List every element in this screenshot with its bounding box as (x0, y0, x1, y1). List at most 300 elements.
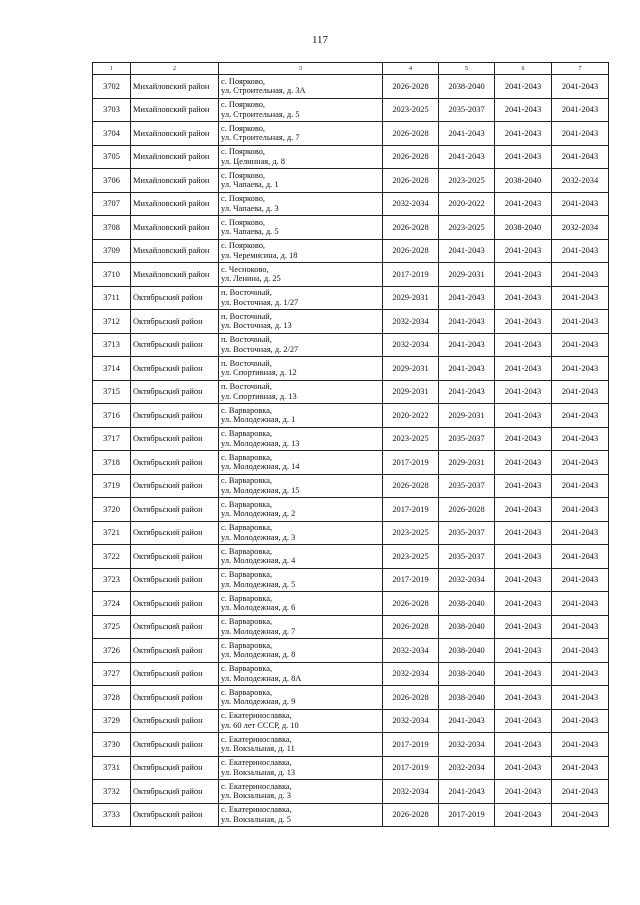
address-settlement: с. Варваровка, (221, 664, 273, 674)
period-cell-col7: 2041-2043 (552, 75, 609, 99)
row-number-cell: 3705 (93, 145, 131, 169)
table-row (93, 662, 609, 686)
district-cell: Октябрьский район (131, 568, 219, 592)
row-number-cell: 3704 (93, 122, 131, 146)
table-row (93, 263, 609, 287)
period-cell-col7: 2041-2043 (552, 498, 609, 522)
table-row (93, 192, 609, 216)
table-row (93, 357, 609, 381)
address-settlement: с. Поярково, (221, 217, 266, 227)
period-cell-col7: 2041-2043 (552, 521, 609, 545)
address-street: ул. Молодежная, д. 13 (221, 438, 300, 448)
address-cell (219, 780, 383, 804)
period-cell-col5: 2041-2043 (439, 333, 495, 357)
row-number-cell: 3717 (93, 427, 131, 451)
period-cell-col4: 2023-2025 (383, 545, 439, 569)
period-cell-col4: 2026-2028 (383, 592, 439, 616)
table-row (93, 122, 609, 146)
period-cell-col6: 2041-2043 (495, 780, 552, 804)
period-cell-col6: 2041-2043 (495, 709, 552, 733)
period-cell-col7: 2041-2043 (552, 756, 609, 780)
address-street: ул. Молодежная, д. 5 (221, 579, 296, 589)
period-cell-col6: 2041-2043 (495, 310, 552, 334)
period-cell-col4: 2026-2028 (383, 145, 439, 169)
address-cell (219, 709, 383, 733)
period-cell-col5: 2038-2040 (439, 75, 495, 99)
address-street: ул. Молодежная, д. 4 (221, 556, 296, 566)
period-cell-col6: 2041-2043 (495, 662, 552, 686)
period-cell-col4: 2026-2028 (383, 686, 439, 710)
address-street: ул. Строительная, д. 3А (221, 86, 306, 96)
address-street: ул. Молодежная, д. 3 (221, 532, 296, 542)
period-cell-col5: 2023-2025 (439, 216, 495, 240)
period-cell-col7: 2041-2043 (552, 686, 609, 710)
period-cell-col7: 2041-2043 (552, 263, 609, 287)
period-cell-col5: 2041-2043 (439, 357, 495, 381)
period-cell-col7: 2041-2043 (552, 427, 609, 451)
address-street: ул. Спортивная, д. 12 (221, 368, 297, 378)
address-cell (219, 521, 383, 545)
row-number-cell: 3713 (93, 333, 131, 357)
period-cell-col4: 2032-2034 (383, 192, 439, 216)
period-cell-col7: 2041-2043 (552, 474, 609, 498)
period-cell-col5: 2041-2043 (439, 709, 495, 733)
district-cell: Михайловский район (131, 122, 219, 146)
period-cell-col7: 2032-2034 (552, 216, 609, 240)
housing-schedule-table (92, 62, 609, 827)
period-cell-col7: 2041-2043 (552, 639, 609, 663)
address-street: ул. Молодежная, д. 8 (221, 650, 296, 660)
period-cell-col6: 2041-2043 (495, 286, 552, 310)
table-row (93, 592, 609, 616)
period-cell-col6: 2041-2043 (495, 568, 552, 592)
period-cell-col6: 2041-2043 (495, 404, 552, 428)
table-row (93, 756, 609, 780)
period-cell-col6: 2041-2043 (495, 545, 552, 569)
table-row (93, 333, 609, 357)
period-cell-col6: 2041-2043 (495, 592, 552, 616)
period-cell-col5: 2041-2043 (439, 145, 495, 169)
row-number-cell: 3706 (93, 169, 131, 193)
district-cell: Михайловский район (131, 239, 219, 263)
row-number-cell: 3724 (93, 592, 131, 616)
district-cell: Октябрьский район (131, 662, 219, 686)
address-street: ул. Восточная, д. 13 (221, 321, 292, 331)
row-number-cell: 3728 (93, 686, 131, 710)
period-cell-col5: 2020-2022 (439, 192, 495, 216)
table-row (93, 98, 609, 122)
address-street: ул. Восточная, д. 1/27 (221, 297, 299, 307)
address-cell (219, 310, 383, 334)
table-row (93, 286, 609, 310)
district-cell: Октябрьский район (131, 615, 219, 639)
period-cell-col5: 2038-2040 (439, 662, 495, 686)
period-cell-col4: 2017-2019 (383, 568, 439, 592)
address-cell (219, 803, 383, 827)
row-number-cell: 3710 (93, 263, 131, 287)
row-number-cell: 3702 (93, 75, 131, 99)
period-cell-col7: 2041-2043 (552, 404, 609, 428)
column-header: 1 (93, 63, 131, 75)
address-street: ул. Молодежная, д. 2 (221, 509, 296, 519)
address-cell (219, 192, 383, 216)
row-number-cell: 3721 (93, 521, 131, 545)
table-row (93, 75, 609, 99)
period-cell-col7: 2041-2043 (552, 380, 609, 404)
district-cell: Октябрьский район (131, 780, 219, 804)
period-cell-col7: 2041-2043 (552, 733, 609, 757)
address-settlement: с. Екатеринославка, (221, 758, 292, 768)
address-cell (219, 474, 383, 498)
period-cell-col4: 2026-2028 (383, 169, 439, 193)
row-number-cell: 3707 (93, 192, 131, 216)
address-street: ул. Молодежная, д. 6 (221, 603, 296, 613)
table-row (93, 427, 609, 451)
district-cell: Октябрьский район (131, 498, 219, 522)
table-row (93, 404, 609, 428)
address-cell (219, 662, 383, 686)
address-cell (219, 686, 383, 710)
district-cell: Михайловский район (131, 216, 219, 240)
period-cell-col5: 2038-2040 (439, 592, 495, 616)
period-cell-col4: 2029-2031 (383, 380, 439, 404)
period-cell-col6: 2041-2043 (495, 427, 552, 451)
address-settlement: с. Варваровка, (221, 687, 273, 697)
period-cell-col5: 2032-2034 (439, 733, 495, 757)
district-cell: Октябрьский район (131, 733, 219, 757)
period-cell-col5: 2026-2028 (439, 498, 495, 522)
address-cell (219, 75, 383, 99)
period-cell-col7: 2041-2043 (552, 98, 609, 122)
address-cell (219, 216, 383, 240)
period-cell-col5: 2029-2031 (439, 263, 495, 287)
district-cell: Михайловский район (131, 145, 219, 169)
district-cell: Октябрьский район (131, 686, 219, 710)
period-cell-col7: 2041-2043 (552, 545, 609, 569)
period-cell-col5: 2035-2037 (439, 521, 495, 545)
row-number-cell: 3703 (93, 98, 131, 122)
period-cell-col6: 2041-2043 (495, 615, 552, 639)
address-street: ул. Ленина, д. 25 (221, 274, 281, 284)
district-cell: Михайловский район (131, 98, 219, 122)
row-number-cell: 3731 (93, 756, 131, 780)
period-cell-col6: 2041-2043 (495, 756, 552, 780)
table-row (93, 568, 609, 592)
row-number-cell: 3727 (93, 662, 131, 686)
address-settlement: с. Варваровка, (221, 640, 273, 650)
period-cell-col5: 2038-2040 (439, 686, 495, 710)
period-cell-col7: 2041-2043 (552, 310, 609, 334)
address-street: ул. Черемисина, д. 18 (221, 250, 298, 260)
address-settlement: с. Поярково, (221, 100, 266, 110)
row-number-cell: 3722 (93, 545, 131, 569)
row-number-cell: 3730 (93, 733, 131, 757)
period-cell-col7: 2041-2043 (552, 662, 609, 686)
row-number-cell: 3729 (93, 709, 131, 733)
row-number-cell: 3715 (93, 380, 131, 404)
table-row (93, 733, 609, 757)
period-cell-col4: 2026-2028 (383, 803, 439, 827)
period-cell-col4: 2017-2019 (383, 756, 439, 780)
period-cell-col5: 2035-2037 (439, 545, 495, 569)
address-settlement: с. Поярково, (221, 123, 266, 133)
district-cell: Михайловский район (131, 192, 219, 216)
period-cell-col4: 2032-2034 (383, 662, 439, 686)
address-settlement: п. Восточный, (221, 358, 272, 368)
address-settlement: с. Варваровка, (221, 452, 273, 462)
row-number-cell: 3720 (93, 498, 131, 522)
address-settlement: с. Поярково, (221, 194, 266, 204)
period-cell-col4: 2029-2031 (383, 286, 439, 310)
district-cell: Октябрьский район (131, 474, 219, 498)
address-cell (219, 451, 383, 475)
period-cell-col5: 2038-2040 (439, 615, 495, 639)
row-number-cell: 3708 (93, 216, 131, 240)
period-cell-col4: 2026-2028 (383, 474, 439, 498)
address-street: ул. Восточная, д. 2/27 (221, 344, 299, 354)
row-number-cell: 3716 (93, 404, 131, 428)
table-row (93, 310, 609, 334)
table-row (93, 239, 609, 263)
period-cell-col4: 2032-2034 (383, 310, 439, 334)
period-cell-col4: 2032-2034 (383, 780, 439, 804)
period-cell-col6: 2041-2043 (495, 733, 552, 757)
address-settlement: с. Поярково, (221, 241, 266, 251)
period-cell-col4: 2026-2028 (383, 75, 439, 99)
district-cell: Октябрьский район (131, 404, 219, 428)
district-cell: Октябрьский район (131, 803, 219, 827)
row-number-cell: 3718 (93, 451, 131, 475)
address-cell (219, 498, 383, 522)
row-number-cell: 3711 (93, 286, 131, 310)
period-cell-col4: 2017-2019 (383, 498, 439, 522)
period-cell-col7: 2041-2043 (552, 122, 609, 146)
period-cell-col5: 2017-2019 (439, 803, 495, 827)
row-number-cell: 3733 (93, 803, 131, 827)
address-cell (219, 592, 383, 616)
address-cell (219, 122, 383, 146)
period-cell-col6: 2041-2043 (495, 263, 552, 287)
period-cell-col7: 2041-2043 (552, 615, 609, 639)
row-number-cell: 3709 (93, 239, 131, 263)
address-settlement: с. Поярково, (221, 170, 266, 180)
period-cell-col7: 2041-2043 (552, 192, 609, 216)
period-cell-col4: 2032-2034 (383, 333, 439, 357)
period-cell-col6: 2041-2043 (495, 333, 552, 357)
table-row (93, 169, 609, 193)
table-row (93, 498, 609, 522)
address-street: ул. Молодежная, д. 14 (221, 462, 300, 472)
district-cell: Октябрьский район (131, 380, 219, 404)
address-street: ул. Строительная, д. 5 (221, 109, 300, 119)
address-settlement: с. Варваровка, (221, 570, 273, 580)
district-cell: Октябрьский район (131, 451, 219, 475)
table-row (93, 803, 609, 827)
district-cell: Октябрьский район (131, 709, 219, 733)
period-cell-col5: 2035-2037 (439, 98, 495, 122)
period-cell-col6: 2041-2043 (495, 145, 552, 169)
period-cell-col5: 2023-2025 (439, 169, 495, 193)
address-street: ул. Молодежная, д. 7 (221, 626, 296, 636)
period-cell-col5: 2035-2037 (439, 474, 495, 498)
period-cell-col7: 2041-2043 (552, 286, 609, 310)
period-cell-col4: 2017-2019 (383, 733, 439, 757)
row-number-cell: 3723 (93, 568, 131, 592)
address-cell (219, 98, 383, 122)
address-cell (219, 286, 383, 310)
district-cell: Октябрьский район (131, 427, 219, 451)
table-row (93, 615, 609, 639)
period-cell-col5: 2029-2031 (439, 404, 495, 428)
period-cell-col7: 2041-2043 (552, 780, 609, 804)
address-cell (219, 615, 383, 639)
period-cell-col6: 2041-2043 (495, 192, 552, 216)
address-street: ул. Молодежная, д. 1 (221, 415, 296, 425)
address-cell (219, 169, 383, 193)
table-row (93, 709, 609, 733)
address-settlement: с. Поярково, (221, 147, 266, 157)
address-street: ул. Молодежная, д. 8А (221, 673, 302, 683)
row-number-cell: 3714 (93, 357, 131, 381)
period-cell-col7: 2041-2043 (552, 803, 609, 827)
column-header: 3 (219, 63, 383, 75)
address-cell (219, 145, 383, 169)
address-street: ул. Чапаева, д. 5 (221, 227, 279, 237)
address-settlement: с. Варваровка, (221, 429, 273, 439)
period-cell-col7: 2041-2043 (552, 333, 609, 357)
address-cell (219, 239, 383, 263)
period-cell-col6: 2041-2043 (495, 474, 552, 498)
district-cell: Михайловский район (131, 169, 219, 193)
column-number-header-row (93, 63, 609, 75)
address-street: ул. Вокзальная, д. 11 (221, 744, 295, 754)
period-cell-col5: 2029-2031 (439, 451, 495, 475)
period-cell-col6: 2041-2043 (495, 75, 552, 99)
address-cell (219, 568, 383, 592)
column-header: 4 (383, 63, 439, 75)
address-cell (219, 357, 383, 381)
period-cell-col5: 2041-2043 (439, 780, 495, 804)
period-cell-col6: 2041-2043 (495, 521, 552, 545)
address-street: ул. Чапаева, д. 3 (221, 203, 279, 213)
address-settlement: с. Чесноково, (221, 264, 269, 274)
period-cell-col6: 2041-2043 (495, 451, 552, 475)
address-settlement: п. Восточный, (221, 335, 272, 345)
period-cell-col5: 2032-2034 (439, 568, 495, 592)
address-settlement: с. Варваровка, (221, 523, 273, 533)
address-street: ул. Вокзальная, д. 3 (221, 791, 291, 801)
address-cell (219, 333, 383, 357)
period-cell-col6: 2041-2043 (495, 686, 552, 710)
period-cell-col6: 2041-2043 (495, 357, 552, 381)
period-cell-col6: 2041-2043 (495, 803, 552, 827)
table-row (93, 451, 609, 475)
address-settlement: с. Поярково, (221, 76, 266, 86)
period-cell-col5: 2041-2043 (439, 122, 495, 146)
period-cell-col5: 2041-2043 (439, 380, 495, 404)
address-cell (219, 733, 383, 757)
row-number-cell: 3725 (93, 615, 131, 639)
address-cell (219, 545, 383, 569)
district-cell: Михайловский район (131, 75, 219, 99)
period-cell-col4: 2026-2028 (383, 239, 439, 263)
table-row (93, 474, 609, 498)
district-cell: Октябрьский район (131, 521, 219, 545)
address-cell (219, 380, 383, 404)
district-cell: Октябрьский район (131, 286, 219, 310)
period-cell-col6: 2041-2043 (495, 498, 552, 522)
row-number-cell: 3732 (93, 780, 131, 804)
address-street: ул. Целинная, д. 8 (221, 156, 285, 166)
address-cell (219, 756, 383, 780)
column-header: 5 (439, 63, 495, 75)
table-body (93, 63, 609, 827)
period-cell-col4: 2017-2019 (383, 263, 439, 287)
period-cell-col7: 2041-2043 (552, 145, 609, 169)
period-cell-col6: 2041-2043 (495, 122, 552, 146)
table-row (93, 545, 609, 569)
period-cell-col6: 2038-2040 (495, 169, 552, 193)
period-cell-col4: 2029-2031 (383, 357, 439, 381)
address-settlement: п. Восточный, (221, 288, 272, 298)
address-settlement: с. Варваровка, (221, 476, 273, 486)
address-street: ул. Строительная, д. 7 (221, 133, 300, 143)
address-settlement: с. Варваровка, (221, 546, 273, 556)
address-settlement: с. Варваровка, (221, 499, 273, 509)
address-street: ул. Молодежная, д. 9 (221, 697, 296, 707)
period-cell-col4: 2020-2022 (383, 404, 439, 428)
period-cell-col5: 2041-2043 (439, 310, 495, 334)
period-cell-col5: 2038-2040 (439, 639, 495, 663)
table-row (93, 780, 609, 804)
row-number-cell: 3719 (93, 474, 131, 498)
period-cell-col4: 2017-2019 (383, 451, 439, 475)
period-cell-col4: 2026-2028 (383, 216, 439, 240)
period-cell-col7: 2041-2043 (552, 239, 609, 263)
table-row (93, 686, 609, 710)
address-cell (219, 427, 383, 451)
address-street: ул. Молодежная, д. 15 (221, 485, 300, 495)
period-cell-col4: 2023-2025 (383, 427, 439, 451)
period-cell-col4: 2026-2028 (383, 615, 439, 639)
district-cell: Октябрьский район (131, 310, 219, 334)
table-row (93, 380, 609, 404)
period-cell-col4: 2026-2028 (383, 122, 439, 146)
table-row (93, 216, 609, 240)
period-cell-col6: 2041-2043 (495, 639, 552, 663)
period-cell-col5: 2041-2043 (439, 286, 495, 310)
period-cell-col6: 2041-2043 (495, 98, 552, 122)
address-cell (219, 404, 383, 428)
district-cell: Октябрьский район (131, 592, 219, 616)
period-cell-col6: 2041-2043 (495, 380, 552, 404)
period-cell-col7: 2041-2043 (552, 568, 609, 592)
period-cell-col5: 2032-2034 (439, 756, 495, 780)
address-settlement: с. Екатеринославка, (221, 781, 292, 791)
period-cell-col4: 2023-2025 (383, 98, 439, 122)
address-settlement: п. Восточный, (221, 311, 272, 321)
district-cell: Октябрьский район (131, 756, 219, 780)
district-cell: Октябрьский район (131, 333, 219, 357)
address-street: ул. 60 лет СССР, д. 10 (221, 720, 299, 730)
address-settlement: с. Варваровка, (221, 593, 273, 603)
period-cell-col4: 2032-2034 (383, 709, 439, 733)
address-street: ул. Чапаева, д. 1 (221, 180, 279, 190)
period-cell-col7: 2032-2034 (552, 169, 609, 193)
page-number: 117 (311, 34, 329, 46)
period-cell-col6: 2038-2040 (495, 216, 552, 240)
column-header: 6 (495, 63, 552, 75)
